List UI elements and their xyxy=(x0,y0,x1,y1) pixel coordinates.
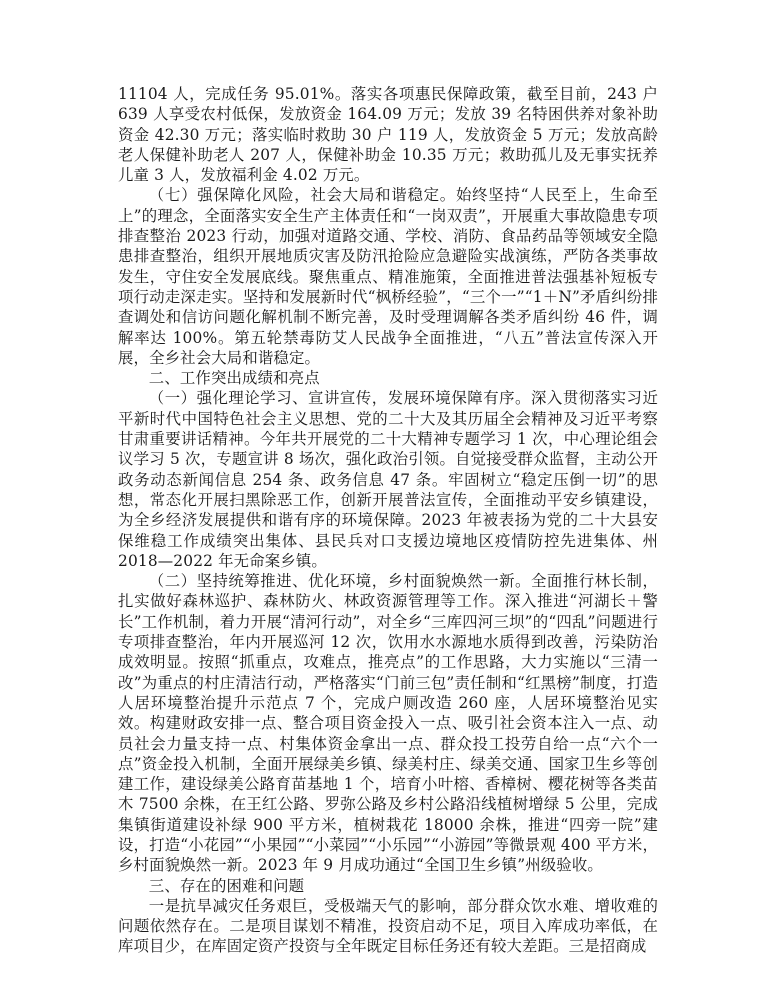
paragraph-rural-environment: （二）坚持统筹推进、优化环境，乡村面貌焕然一新。全面推行林长制，扎实做好森林巡护、森林防火、林政资源管理等工作。深入推进“河湖长＋警长”工作机制，着力开展“清河行动”，对全乡“三库四河三坝”的“四乱”问题进行专项排查整治，年内开展巡河 12 次，饮用水水源地水质得到改善，污染防治成效明显。按照“抓重点，攻难点，推亮点”的工作思路，大力实施以“三清一改”为重点的村庄清洁行动，严格落实“门前三包”责任制和“红黑榜”制度，打造人居环境整治提升示范点 7 个，完成户厕改造 260 座，人居环境整治见实效。构建财政安排一点、整合项目资金投入一点、吸引社会资本注入一点、动员社会力量支持一点、村集体资金拿出一点、群众投工投劳自给一点“六个一点”资金投入机制，全面开展绿美乡镇、绿美村庄、绿美交通、国家卫生乡等创建工作，建设绿美公路育苗基地 1 个，培育小叶榕、香樟树、樱花树等各类苗木 7500 余株，在王红公路、罗弥公路及乡村公路沿线植树增绿 5 公里，完成集镇街道建设补绿 900 平方米，植树栽花 18000 余株，推进“四旁一院”建设，打造“小花园”“小果园”“小菜园”“小乐园”“小游园”等微景观 400 平方米，乡村面貌焕然一新。2023 年 9 月成功通过“全国卫生乡镇”州级验收。 xyxy=(118,572,658,875)
paragraph-theory-study: （一）强化理论学习、宣讲宣传，发展环境保障有序。深入贯彻落实习近平新时代中国特色社会主义思想、党的二十大及其历届全会精神及习近平考察甘肃重要讲话精神。今年共开展党的二十大精神专题学习 1 次，中心理论组会议学习 5 次，专题宣讲 8 场次，强化政治引领。自觉接受群众监督，主动公开政务动态新闻信息 254 条、政务信息 47 条。牢固树立“稳定压倒一切”的思想，常态化开展扫黑除恶工作，创新开展普法宣传，全面推动平安乡镇建设，为全乡经济发展提供和谐有序的环境保障。2023 年被表扬为党的二十大县安保维稳工作成绩突出集体、县民兵对口支援边境地区疫情防控先进集体、州 2018—2022 年无命案乡镇。 xyxy=(118,389,658,570)
paragraph-welfare-continued: 11104 人，完成任务 95.01%。落实各项惠民保障政策，截至目前，243 户 639 人享受农村低保，发放资金 164.09 万元；发放 39 名特困供养对象补助资金 42.30 万元；落实临时救助 30 户 119 人，发放资金 5 万元；发放高龄老人保健补助老人 207 人，保健补助金 10.35 万元；救助孤儿及无事实抚养儿童 3 人，发放福利金 4.02 万元。 xyxy=(118,85,658,185)
section-heading-achievements: 二、工作突出成绩和亮点 xyxy=(148,369,320,388)
paragraph-problems: 一是抗旱减灾任务艰巨，受极端天气的影响，部分群众饮水难、增收难的问题依然存在。二是项目谋划不精准，投资启动不足，项目入库成功率低，在库项目少，在库固定资产投资与全年既定目标任务还有较大差距。三是招商成 xyxy=(118,896,658,956)
section-heading-problems: 三、存在的困难和问题 xyxy=(148,876,305,895)
document-page xyxy=(118,84,658,957)
paragraph-safety-stability: （七）强保障化风险，社会大局和谐稳定。始终坚持“人民至上，生命至上”的理念，全面落实安全生产主体责任和“一岗双责”，开展重大事故隐患专项排查整治 2023 行动，加强对道路交通、学校、消防、食品药品等领域安全隐患排查整治，组织开展地质灾害及防汛抢险应急避险实战演练，严防各类事故发生，守住安全发展底线。聚焦重点、精准施策，全面推进普法强基补短板专项行动走深走实。坚持和发展新时代“枫桥经验”，“三个一”“1＋N”矛盾纠纷排查调处和信访问题化解机制不断完善，及时受理调解各类矛盾纠纷 46 件，调解率达 100%。第五轮禁毒防艾人民战争全面推进，“八五”普法宣传深入开展，全乡社会大局和谐稳定。 xyxy=(118,186,658,367)
